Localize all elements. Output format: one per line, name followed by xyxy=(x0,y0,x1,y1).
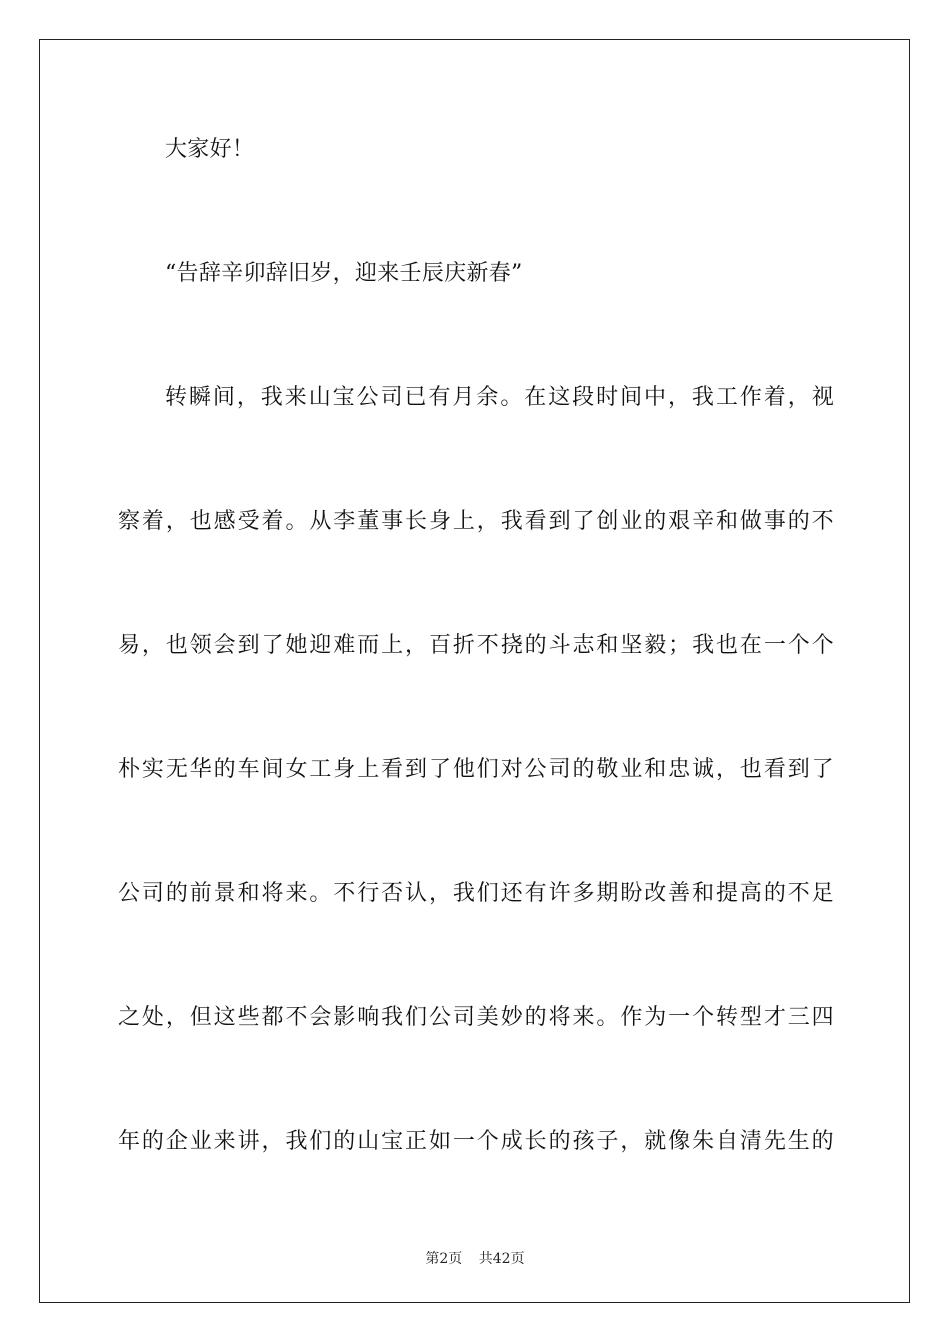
page-footer xyxy=(0,1250,950,1268)
body-line: 公司的前景和将来。不行否认，我们还有许多期盼改善和提高的不足 xyxy=(118,881,834,906)
body-line: 易，也领会到了她迎难而上，百折不挠的斗志和坚毅；我也在一个个 xyxy=(118,633,834,658)
body-line: 察着，也感受着。从李董事长身上，我看到了创业的艰辛和做事的不 xyxy=(118,509,834,534)
page-number: 第2页 xyxy=(425,1251,463,1267)
body-line: 之处，但这些都不会影响我们公司美妙的将来。作为一个转型才三四 xyxy=(118,1005,834,1030)
page-total: 共42页 xyxy=(478,1251,525,1267)
body-line: 朴实无华的车间女工身上看到了他们对公司的敬业和忠诚，也看到了 xyxy=(118,757,834,782)
quote-line: “告辞辛卯辞旧岁，迎来壬辰庆新春” xyxy=(165,261,523,286)
body-line: 转瞬间，我来山宝公司已有月余。在这段时间中，我工作着，视 xyxy=(165,385,834,410)
page-border xyxy=(39,39,910,1303)
body-line: 年的企业来讲，我们的山宝正如一个成长的孩子，就像朱自清先生的 xyxy=(118,1129,834,1154)
greeting-line: 大家好！ xyxy=(165,137,255,162)
